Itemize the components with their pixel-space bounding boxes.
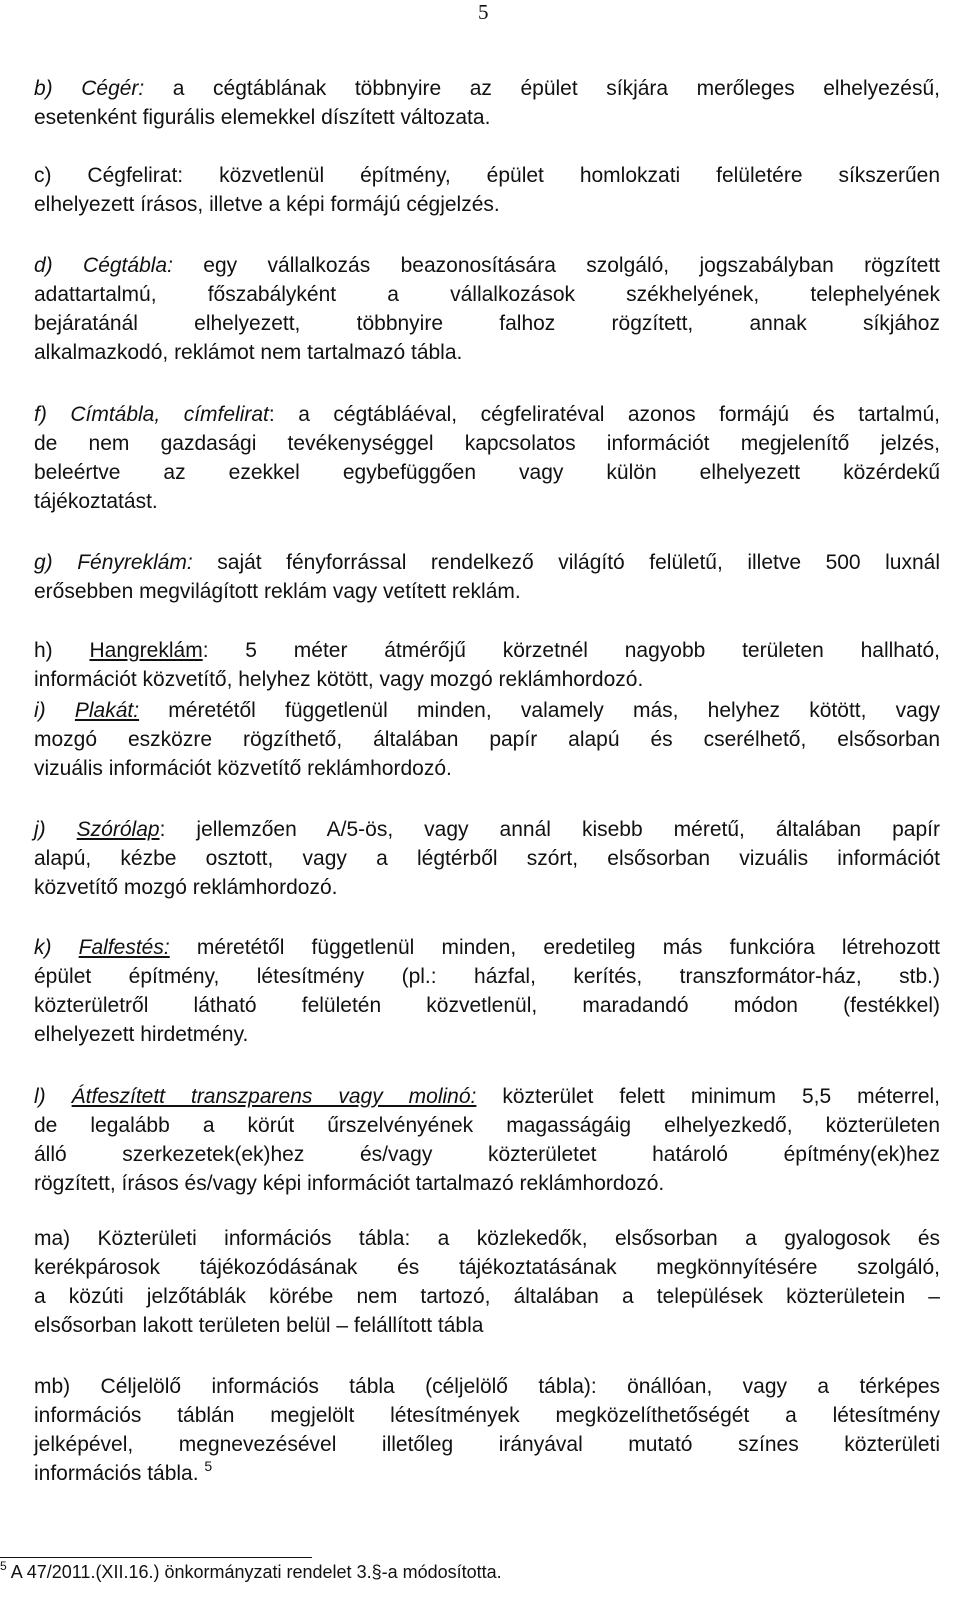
item-marker: l)	[34, 1085, 72, 1108]
definition-line	[34, 1459, 940, 1488]
term-transzparens: Átfeszített transzparens vagy molinó:	[71, 1085, 477, 1108]
definition-line	[34, 1082, 940, 1111]
term-cegtabla: d) Cégtábla:	[34, 254, 173, 277]
definition-l-transzparens	[34, 1082, 940, 1198]
definition-line	[34, 400, 940, 429]
item-marker: h)	[34, 639, 90, 662]
definition-text: : jellemzően A/5-ös, vagy annál kisebb méretű, általában papír	[159, 818, 940, 841]
definition-line: épület építmény, létesítmény (pl.: házfal, kerítés, transzformátor-ház, stb.)	[34, 965, 940, 988]
definition-line: a közúti jelzőtáblák körébe nem tartozó, általában a települések közterületein –	[34, 1285, 940, 1308]
definition-text: méretétől függetlenül minden, valamely más, helyhez kötött, vagy	[139, 699, 941, 722]
term-hangreklam: Hangreklám	[89, 639, 203, 662]
definition-line	[34, 74, 940, 103]
item-marker: i)	[34, 699, 75, 722]
definition-line: közvetítő mozgó reklámhordozó.	[34, 876, 338, 899]
definition-line: de legalább a körút űrszelvényének magasságáig elhelyezkedő, közterületen	[34, 1114, 940, 1137]
definition-mb-celjelolo-tabla	[34, 1372, 940, 1488]
page-number: 5	[478, 0, 489, 24]
term-ceger: b) Cégér:	[34, 77, 145, 100]
definition-line	[34, 933, 940, 962]
definition-line	[34, 161, 940, 190]
term-plakat: Plakát:	[74, 699, 140, 722]
definition-line: erősebben megvilágított reklám vagy vetített reklám.	[34, 580, 521, 603]
definition-text: egy vállalkozás beazonosítására szolgáló, jogszabályban rögzített	[172, 254, 940, 277]
definition-line: bejáratánál elhelyezett, többnyire falhoz rögzített, annak síkjához	[34, 312, 940, 335]
definition-line	[34, 815, 940, 844]
definition-j-szorolap	[34, 815, 940, 902]
definition-line: tájékoztatást.	[34, 490, 158, 513]
term-szorolap: Szórólap	[76, 818, 160, 841]
definition-line: közterületről látható felületén közvetlenül, maradandó módon (festékkel)	[34, 994, 940, 1017]
footnote-reference: 5	[204, 1458, 213, 1474]
definition-line: adattartalmú, főszabályként a vállalkozások székhelyének, telephelyének	[34, 283, 940, 306]
definition-d-cegtabla	[34, 251, 940, 367]
definition-i-plakat	[34, 696, 940, 783]
definition-text: : a cégtábláéval, cégfeliratéval azonos formájú és tartalmú,	[268, 403, 940, 426]
definition-text: a cégtáblának többnyire az épület síkjára merőleges elhelyezésű,	[144, 77, 940, 100]
definition-line: vizuális információt közvetítő reklámhordozó.	[34, 757, 452, 780]
definition-b-ceger	[34, 74, 940, 132]
definition-line: jelképével, megnevezésével illetőleg irányával mutató színes közterületi	[34, 1433, 940, 1456]
definition-text: közterület felett minimum 5,5 méterrel,	[476, 1085, 941, 1108]
definition-text: : 5 méter átmérőjű körzetnél nagyobb területen hallható,	[202, 639, 940, 662]
footnote	[0, 1560, 502, 1584]
definition-h-hangreklam	[34, 636, 940, 694]
definition-line: kerékpárosok tájékozódásának és tájékoztatásának megkönnyítésére szolgáló,	[34, 1256, 940, 1279]
definition-g-fenyreklam	[34, 548, 940, 606]
term-fenyreklam: g) Fényreklám:	[34, 551, 193, 574]
definition-line	[34, 636, 940, 665]
footnote-text: A 47/2011.(XII.16.) önkormányzati rendelet 3.§-a módosította.	[6, 1562, 502, 1582]
definition-line	[34, 696, 940, 725]
item-marker: j)	[34, 818, 77, 841]
definition-line: esetenként figurális elemekkel díszített változata.	[34, 106, 491, 129]
definition-line: elhelyezett hirdetmény.	[34, 1023, 249, 1046]
definition-line: alapú, kézbe osztott, vagy a légtérből szórt, elsősorban vizuális információt	[34, 847, 940, 870]
definition-line: elhelyezett írásos, illetve a képi formájú cégjelzés.	[34, 193, 500, 216]
item-marker: k)	[34, 936, 79, 959]
definition-line	[34, 548, 940, 577]
definition-line	[34, 251, 940, 280]
definition-ma-kozteruleti-tabla	[34, 1224, 940, 1340]
term-falfestes: Falfestés:	[78, 936, 170, 959]
definition-k-falfestes	[34, 933, 940, 1049]
definition-text: információs tábla.	[34, 1462, 199, 1485]
definition-line: ma) Közterületi információs tábla: a közlekedők, elsősorban a gyalogosok és	[34, 1227, 940, 1250]
definition-line: de nem gazdasági tevékenységgel kapcsolatos információt megjelenítő jelzés,	[34, 432, 940, 455]
definition-line: információt közvetítő, helyhez kötött, vagy mozgó reklámhordozó.	[34, 668, 644, 691]
definition-c-cegfelirat	[34, 161, 940, 219]
definition-f-cimtabla	[34, 400, 940, 516]
definition-text: méretétől függetlenül minden, eredetileg más funkcióra létrehozott	[169, 936, 940, 959]
definition-line: mb) Céljelölő információs tábla (céljelölő tábla): önállóan, vagy a térképes	[34, 1375, 940, 1398]
footnote-mark: 5	[0, 1559, 7, 1573]
definition-line: információs táblán megjelölt létesítmények megközelíthetőségét a létesítmény	[34, 1404, 940, 1427]
term-cimtabla: f) Címtábla, címfelirat	[34, 403, 269, 426]
term-cegfelirat: c) Cégfelirat:	[34, 164, 184, 187]
footnote-separator	[0, 1557, 312, 1558]
definition-line: alkalmazkodó, reklámot nem tartalmazó tábla.	[34, 341, 463, 364]
definition-line: álló szerkezetek(ek)hez és/vagy közterületet határoló építmény(ek)hez	[34, 1143, 940, 1166]
definition-line: rögzített, írásos és/vagy képi információt tartalmazó reklámhordozó.	[34, 1172, 665, 1195]
definition-text: saját fényforrással rendelkező világító felületű, illetve 500 luxnál	[192, 551, 941, 574]
definition-line: mozgó eszközre rögzíthető, általában papír alapú és cserélhető, elsősorban	[34, 728, 940, 751]
definition-text: közvetlenül építmény, épület homlokzati felületére síkszerűen	[183, 164, 940, 187]
definition-line: elsősorban lakott területen belül – felállított tábla	[34, 1314, 484, 1337]
definition-line: beleértve az ezekkel egybefüggően vagy külön elhelyezett közérdekű	[34, 461, 940, 484]
